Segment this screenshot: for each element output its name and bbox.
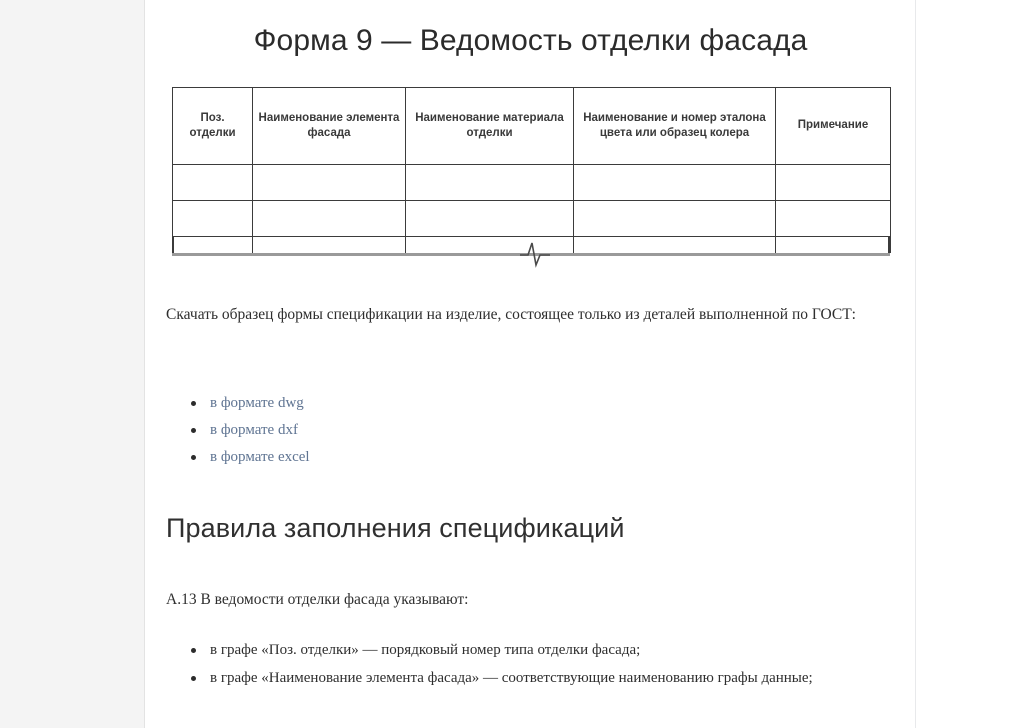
facade-finish-table [172, 87, 891, 253]
list-item [210, 444, 810, 471]
table-cell [173, 165, 253, 201]
table-header-cell-finish-material: Наименование материала отделки [406, 88, 574, 165]
table-header-cell-facade-element: Наименование элемента фасада [253, 88, 406, 165]
download-links-list [166, 390, 810, 471]
list-item [210, 417, 810, 444]
table-cell [776, 237, 891, 254]
table-cell [253, 201, 406, 237]
table-header-row [173, 88, 891, 165]
table-left-edge-tick [172, 237, 174, 253]
document-content [146, 0, 915, 728]
rules-list [166, 636, 930, 692]
right-column-divider [915, 0, 916, 728]
table-cell [406, 201, 574, 237]
facade-finish-table-wrapper [172, 87, 890, 275]
download-link-dwg[interactable]: в формате dwg [210, 395, 304, 411]
table-cell [574, 165, 776, 201]
list-item: в графе «Поз. отделки» — порядковый номер типа отделки фасада; [210, 636, 930, 664]
table-break-zigzag-icon [520, 239, 550, 273]
table-header-cell-position: Поз. отделки [173, 88, 253, 165]
table-cell [253, 237, 406, 254]
table-cell [776, 165, 891, 201]
table-bottom-break [172, 253, 890, 275]
table-right-edge-tick [888, 237, 890, 253]
page-title: Форма 9 — Ведомость отделки фасада [253, 24, 808, 57]
table-cell [406, 165, 574, 201]
table-header-cell-note: Примечание [776, 88, 891, 165]
section-heading-rules: Правила заполнения спецификаций [166, 513, 625, 543]
table-row [173, 165, 891, 201]
table-cell [574, 201, 776, 237]
left-gutter-rail [0, 0, 145, 728]
table-cell [173, 201, 253, 237]
list-item: в графе «Наименование элемента фасада» — соответствующие наименованию графы данные; [210, 664, 930, 692]
download-link-dxf[interactable]: в формате dxf [210, 422, 298, 438]
table-cell [776, 201, 891, 237]
download-intro-paragraph: Скачать образец формы спецификации на изделие, состоящее только из деталей выполненной по ГОСТ: [166, 306, 856, 323]
table-header-cell-color-standard: Наименование и номер эталона цвета или образец колера [574, 88, 776, 165]
table-cell [574, 237, 776, 254]
table-row [173, 201, 891, 237]
rules-intro-paragraph: А.13 В ведомости отделки фасада указывают: [166, 591, 469, 608]
download-link-excel[interactable]: в формате excel [210, 449, 310, 465]
table-cell [173, 237, 253, 254]
table-cell [253, 165, 406, 201]
list-item [210, 390, 810, 417]
